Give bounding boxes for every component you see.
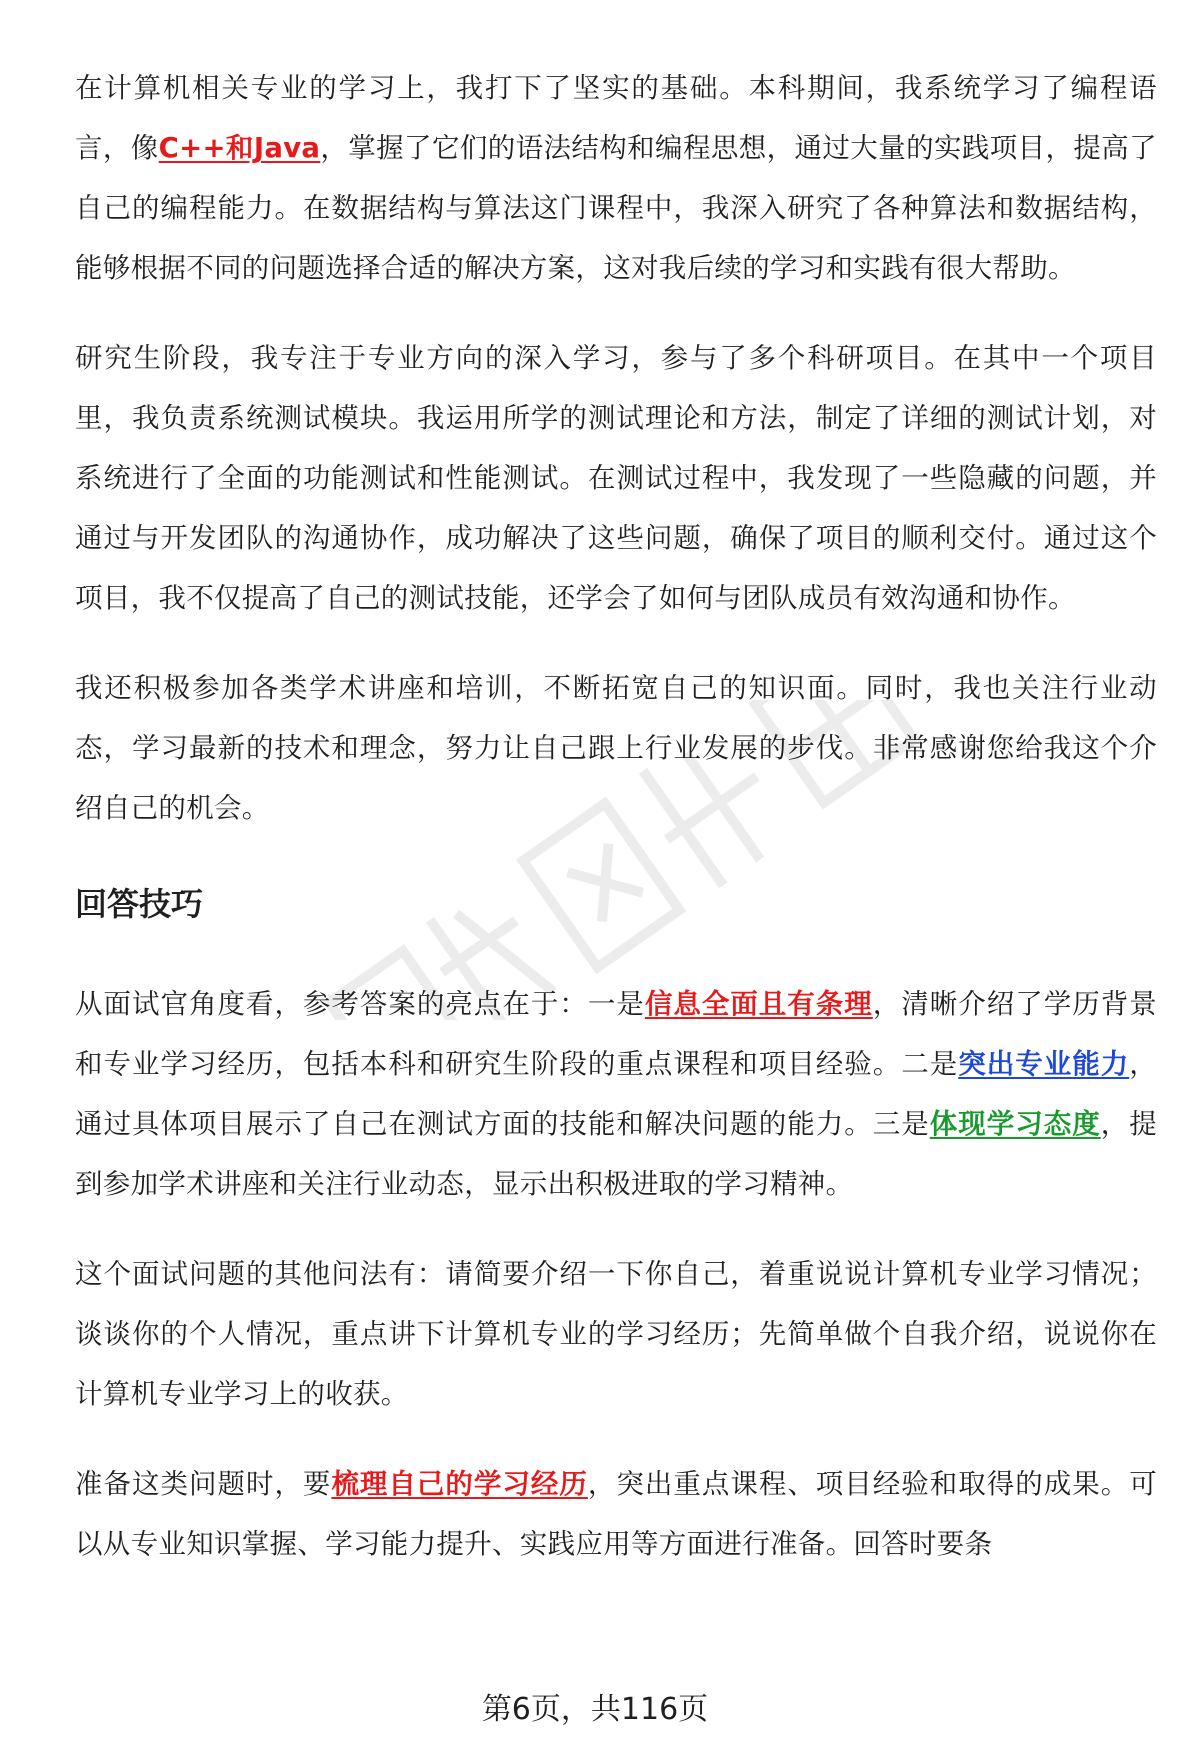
paragraph-text: 从面试官角度看，参考答案的亮点在于：一是 — [75, 988, 645, 1020]
paragraph-text: 准备这类问题时，要 — [75, 1468, 332, 1500]
paragraph-text: ，通过具体项目展示了自己在测试方面的技能和解决问题的能力。三是 — [75, 1048, 1157, 1140]
document-body — [75, 58, 1157, 1604]
page-number: 第6页，共116页 — [481, 1692, 709, 1727]
highlight-learning-attitude: 体现学习态度 — [929, 1108, 1101, 1140]
highlight-professional-ability: 突出专业能力 — [958, 1048, 1130, 1080]
highlight-languages: C++和Java — [158, 132, 321, 164]
answer-paragraph-3: 我还积极参加各类学术讲座和培训，不断拓宽自己的知识面。同时，我也关注行业动态，学习最新的技术和理念，努力让自己跟上行业发展的步伐。非常感谢您给我这个介绍自己的机会。 — [75, 672, 1157, 824]
paragraph-text: ，提到参加学术讲座和关注行业动态，显示出积极进取的学习精神。 — [75, 1108, 1157, 1200]
paragraph-text: ，掌握了它们的语法结构和编程思想，通过大量的实践项目，提高了自己的编程能力。在数据结构与算法这门课程中，我深入研究了各种算法和数据结构，能够根据不同的问题选择合适的解决方案，这对我后续的学习和实践有很大帮助。 — [75, 132, 1157, 284]
tips-paragraph-1 — [75, 974, 1157, 1214]
answer-paragraph-1 — [75, 58, 1157, 298]
paragraph-text: 在计算机相关专业的学习上，我打下了坚实的基础。本科期间，我系统学习了编程语言，像 — [75, 72, 1157, 164]
tips-paragraph-3 — [75, 1454, 1157, 1574]
paragraph-text: ，清晰介绍了学历背景和专业学习经历，包括本科和研究生阶段的重点课程和项目经验。二是 — [75, 988, 1158, 1080]
answer-paragraph-2: 研究生阶段，我专注于专业方向的深入学习，参与了多个科研项目。在其中一个项目里，我负责系统测试模块。我运用所学的测试理论和方法，制定了详细的测试计划，对系统进行了全面的功能测试和性能测试。在测试过程中，我发现了一些隐藏的问题，并通过与开发团队的沟通协作，成功解决了这些问题，确保了项目的顺利交付。通过这个项目，我不仅提高了自己的测试技能，还学会了如何与团队成员有效沟通和协作。 — [75, 342, 1157, 614]
tips-paragraph-2: 这个面试问题的其他问法有：请简要介绍一下你自己，着重说说计算机专业学习情况；谈谈你的个人情况，重点讲下计算机专业的学习经历；先简单做个自我介绍，说说你在计算机专业学习上的收获。 — [75, 1258, 1157, 1410]
section-heading: 回答技巧 — [75, 885, 204, 923]
paragraph-text: ，突出重点课程、项目经验和取得的成果。可以从专业知识掌握、学习能力提升、实践应用等方面进行准备。回答时要条 — [75, 1468, 1158, 1560]
highlight-comprehensive: 信息全面且有条理 — [644, 988, 873, 1020]
highlight-learning-experience: 梳理自己的学习经历 — [331, 1468, 588, 1500]
